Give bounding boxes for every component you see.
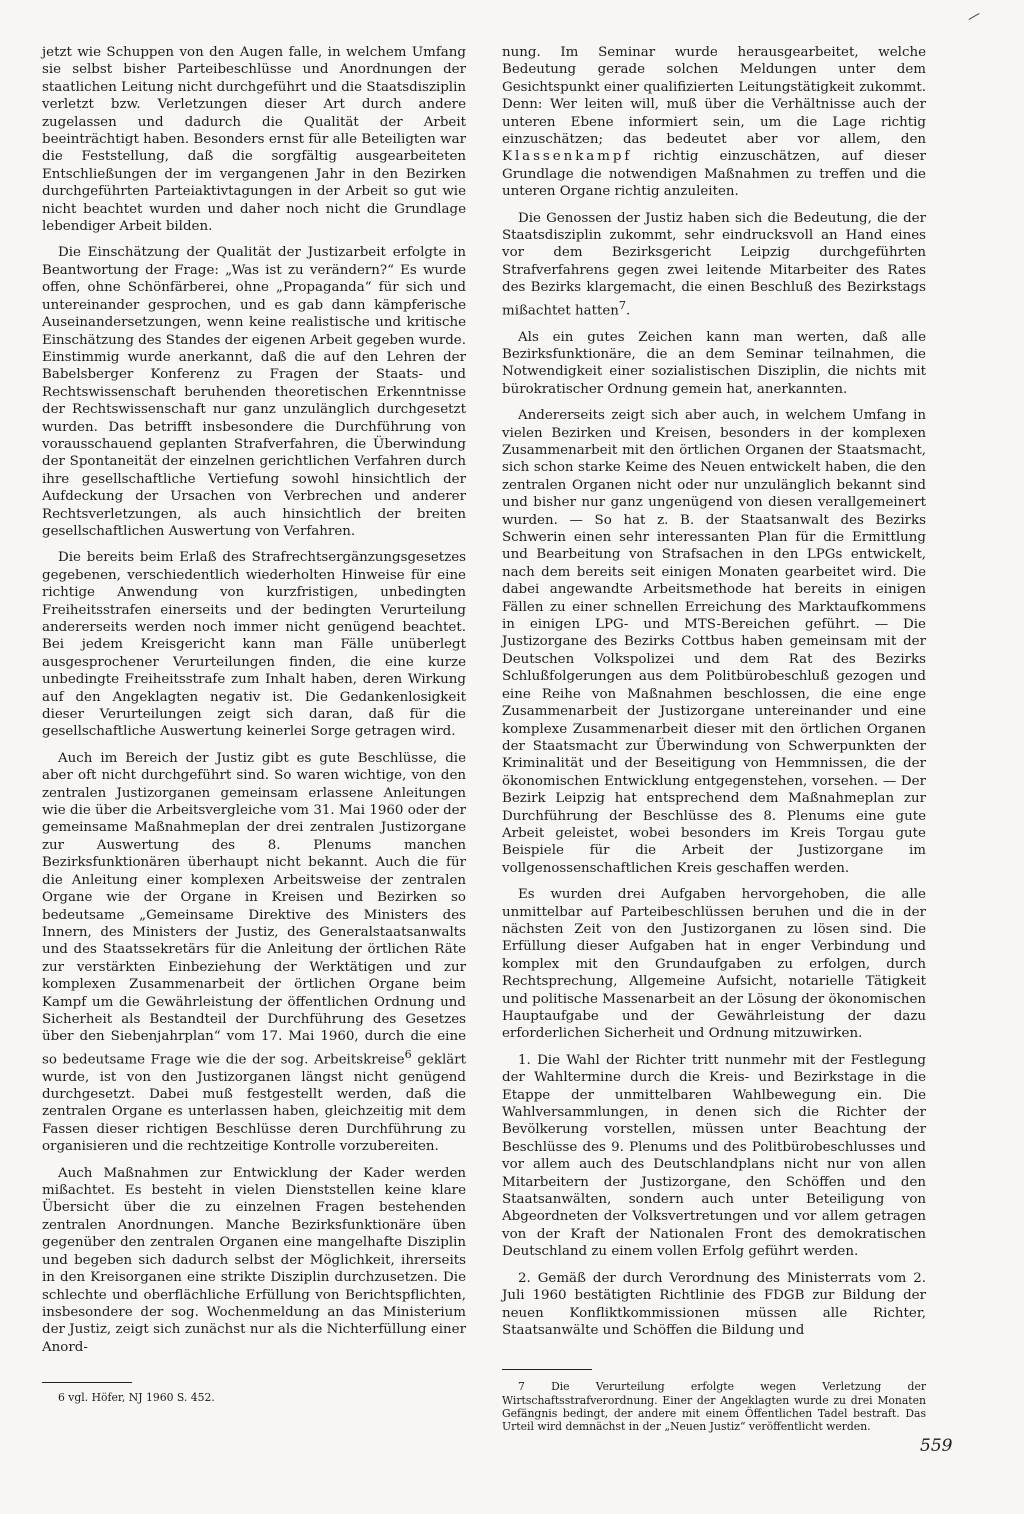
page-number: 559 — [920, 1436, 953, 1456]
footnote-rule — [502, 1369, 592, 1370]
paragraph: Die bereits beim Erlaß des Strafrechtsergänzungsgesetzes gegebenen, verschiedentlich wiederholten Hinweise für eine richtige Anwendung von kurzfristigen, unbedingten Freiheitsstrafen einerseits und der bedingten Verurteilung andererseits werden noch immer nicht genügend beachtet. Bei jedem Kreisgericht kann man Fälle unüberlegt ausgesprochener Verurteilungen finden, die eine kurze unbedingte Freiheitsstrafe zum Inhalt haben, deren Wirkung auf den Angeklagten negativ ist. Die Gedankenlosigkeit dieser Verurteilungen zeigt sich daran, daß für die gesellschaftliche Auswertung keinerlei Sorge getragen wird. — [42, 550, 466, 740]
footnote-rule — [42, 1382, 132, 1383]
paragraph: jetzt wie Schuppen von den Augen falle, in welchem Umfang sie selbst bisher Parteibeschlüsse und Anordnungen der staatlichen Leitung nicht durchgeführt und die Staatsdisziplin verletzt bzw. Verletzungen dieser Art durch andere zugelassen und dadurch die Qualität der Arbeit beeinträchtigt haben. Besonders ernst für alle Beteiligten war die Feststellung, daß die sorgfältig ausgearbeiteten Entschließungen der im vergangenen Jahr in den Bezirken durchgeführten Parteiaktivtagungen in der Arbeit so gut wie nicht beachtet wurden und daher noch nicht die Grundlage lebendiger Arbeit bilden. — [42, 45, 466, 235]
paragraph — [42, 750, 466, 1156]
paragraph: 2. Gemäß der durch Verordnung des Ministerrats vom 2. Juli 1960 bestätigten Richtlinie des FDGB zur Bildung der neuen Konfliktkommissionen müssen alle Richter, Staatsanwälte und Schöffen die Bildung und — [502, 1270, 926, 1338]
paragraph-text: Die Genossen der Justiz haben sich die Bedeutung, die der Staatsdisziplin zukommt, sehr eindrucksvoll an Hand eines vor dem Bezirksgericht Leipzig durchgeführten Strafverfahrens gegen zwei leitende Mitarbeiter des Rates des Bezirks klargemacht, die einen Beschluß des Bezirkstags mißachtet hatten — [502, 210, 926, 319]
margin-mark — [969, 13, 980, 20]
footnote: 6 vgl. Höfer, NJ 1960 S. 452. — [58, 1391, 215, 1404]
paragraph — [502, 44, 926, 201]
left-column — [42, 44, 466, 1365]
footnote-ref: 7 — [618, 298, 627, 312]
paragraph-text: nung. Im Seminar wurde herausgearbeitet, welche Bedeutung gerade solchen Meldungen unter dem Gesichtspunkt einer qualifizierten Leitungstätigkeit zukommt. Denn: Wer leiten will, muß über die Verhältnisse auch der unteren Ebene informiert sein, um die Lage richtig einzuschätzen; das bedeutet aber vor allem, den — [502, 45, 926, 148]
paragraph — [502, 210, 926, 320]
emphasized-word: Klassenkampf — [502, 149, 633, 165]
paragraph-text: Auch im Bereich der Justiz gibt es gute Beschlüsse, die aber oft nicht durchgeführt sind. So waren wichtige, von den zentralen Justizorganen gemeinsam erlassene Anleitungen wie die über die Arbeitsvergleiche vom 31. Mai 1960 oder der gemeinsame Maßnahmeplan der drei zentralen Justizorgane zur Auswertung des 8. Plenums manchen Bezirksfunktionären überhaupt nicht bekannt. Auch die für die Anleitung einer komplexen Arbeitsweise der zentralen Organe wie der Organe in Kreisen und Bezirken so bedeutsame „Gemeinsame Direktive des Ministers des Innern, des Ministers der Justiz, des Generalstaatsanwalts und des Staatssekretärs für die Anleitung der örtlichen Räte zur verstärkten Einbeziehung der Werktätigen und zur komplexen Zusammenarbeit der örtlichen Organe beim Kampf um die Gewährleistung der öffentlichen Ordnung und Sicherheit als Bestandteil der Durchführung des Gesetzes über den Siebenjahrplan“ vom 17. Mai 1960, durch die eine so bedeutsame Frage wie die der sog. Arbeitskreise — [42, 750, 466, 1068]
footnote-ref: 6 — [404, 1047, 412, 1061]
paragraph: 1. Die Wahl der Richter tritt nunmehr mit der Festlegung der Wahltermine durch die Kreis- und Bezirkstage in die Etappe der unmittelbaren Wahlbewegung ein. Die Wahlversammlungen, in denen sich die Richter der Bevölkerung vorstellen, müssen unter Beachtung der Beschlüsse des 9. Plenums und des Politbürobeschlusses und vor allem auch des Deutschlandplans nicht nur von allen Mitarbeitern der Justizorgane, den Schöffen und den Staatsanwälten, sondern auch unter Beteiligung von Abgeordneten der Volksvertretungen und vor allem getragen von der Kraft der Nationalen Front des demokratischen Deutschland zu einem vollen Erfolg geführt werden. — [502, 1052, 926, 1260]
paragraph: Als ein gutes Zeichen kann man werten, daß alle Bezirksfunktionäre, die an dem Seminar teilnahmen, die Notwendigkeit einer sozialistischen Disziplin, die nichts mit bürokratischer Ordnung gemein hat, anerkannten. — [502, 329, 926, 397]
paragraph-text: richtig einzuschätzen, auf dieser Grundlage die notwendigen Maßnahmen zu treffen und die unteren Organe richtig anzuleiten. — [502, 149, 926, 200]
footnote: 7 Die Verurteilung erfolgte wegen Verletzung der Wirtschaftsstrafverordnung. Einer der Angeklagten wurde zu drei Monaten Gefängnis bedingt, der andere mit einem Öffentlichen Tadel bestraft. Das Urteil wird demnächst in der „Neuen Justiz“ veröffentlicht werden. — [502, 1380, 926, 1433]
paragraph-text: geklärt wurde, ist von den Justizorganen längst nicht genügend durchgesetzt. Dabei muß festgestellt werden, daß die zentralen Organe es unterlassen haben, gleichzeitig mit dem Fassen dieser richtigen Beschlüsse deren Durchführung zu organisieren und die rechtzeitige Kontrolle vorzubereiten. — [42, 1052, 466, 1155]
left-footnote-area — [42, 1382, 466, 1404]
paragraph: Andererseits zeigt sich aber auch, in welchem Umfang in vielen Bezirken und Kreisen, besonders in der komplexen Zusammenarbeit mit den örtlichen Organen der Staatsmacht, sich schon starke Keime des Neuen entwickelt haben, die den zentralen Organen nicht oder nur unzulänglich bekannt sind und bisher nur ganz ungenügend von diesen verallgemeinert wurden. — So hat z. B. der Staatsanwalt des Bezirks Schwerin einen sehr interessanten Plan für die Ermittlung und Bearbeitung von Strafsachen in den LPGs entwickelt, nach dem bereits seit einigen Monaten gearbeitet wird. Die dabei angewandte Arbeitsmethode hat bereits in einigen Fällen zu einer schnellen Erreichung des Marktaufkommens in einigen LPG- und MTS-Bereichen geführt. — Die Justizorgane des Bezirks Cottbus haben gemeinsam mit der Deutschen Volkspolizei und dem Rat des Bezirks Schlußfolgerungen aus dem Politbürobeschluß gezogen und eine Reihe von Maßnahmen beschlossen, die eine enge Zusammenarbeit der Justizorgane untereinander und eine komplexe Zusammenarbeit dieser mit den örtlichen Organen der Staatsmacht zur Überwindung von Schwerpunkten der Kriminalität und der Beseitigung von Hemmnissen, die der ökonomischen Entwicklung entgegenstehen, vorsehen. — Der Bezirk Leipzig hat entsprechend dem Maßnahmeplan zur Durchführung der Beschlüsse des 8. Plenums eine gute Arbeit geleistet, wobei besonders im Kreis Torgau gute Beispiele für die Arbeit der Justizorgane im vollgenossenschaftlichen Kreis geschaffen werden. — [502, 408, 926, 876]
paragraph: Es wurden drei Aufgaben hervorgehoben, die alle unmittelbar auf Parteibeschlüssen beruhen und die in der nächsten Zeit von den Justizorganen zu lösen sind. Die Erfüllung dieser Aufgaben hat in enger Verbindung und komplex mit den Grundaufgaben zu erfolgen, durch Rechtsprechung, Allgemeine Aufsicht, notarielle Tätigkeit und politische Massenarbeit an der Lösung der ökonomischen Hauptaufgabe und der Gewährleistung der dazu erforderlichen Sicherheit und Ordnung mitzuwirken. — [502, 887, 926, 1042]
paragraph: Auch Maßnahmen zur Entwicklung der Kader werden mißachtet. Es besteht in vielen Dienststellen keine klare Übersicht über die zu einzelnen Fragen bestehenden zentralen Anordnungen. Manche Bezirksfunktionäre üben gegenüber den zentralen Organen eine mangelhafte Disziplin und begeben sich dadurch selbst der Möglichkeit, ihrerseits in den Kreisorganen eine strikte Disziplin durchzusetzen. Die schlechte und oberflächliche Erfüllung von Berichtspflichten, insbesondere der sog. Wochenmeldung an das Ministerium der Justiz, zeigt sich zunächst nur als die Nichterfüllung einer Anord- — [42, 1165, 466, 1355]
right-column — [502, 44, 926, 1433]
paragraph: Die Einschätzung der Qualität der Justizarbeit erfolgte in Beantwortung der Frage: „Was ist zu verändern?“ Es wurde offen, ohne Schönfärberei, ohne „Propaganda“ für sich und untereinander gesprochen, und es gab dann kämpferische Auseinandersetzungen, wenn keine realistische und kritische Einschätzung des Standes der eigenen Arbeit gegeben wurde. Einstimmig wurde anerkannt, daß die auf den Lehren der Babelsberger Konferenz zu Fragen der Staats- und Rechtswissenschaft beruhenden theoretischen Erkenntnisse der Rechtswissenschaft nur ganz unzulänglich durchgesetzt wurden. Das betrifft insbesondere die Durchführung von vorausschauend geplanten Strafverfahren, die Überwindung der Spontaneität der einzelnen gerichtlichen Verfahren durch ihre gesellschaftliche Vertiefung sowohl hinsichtlich der Aufdeckung der Ursachen von Verbrechen und anderer Rechtsverletzungen, als auch hinsichtlich der breiten gesellschaftlichen Auswertung von Verfahren. — [42, 245, 466, 539]
paragraph-text: . — [626, 303, 631, 319]
